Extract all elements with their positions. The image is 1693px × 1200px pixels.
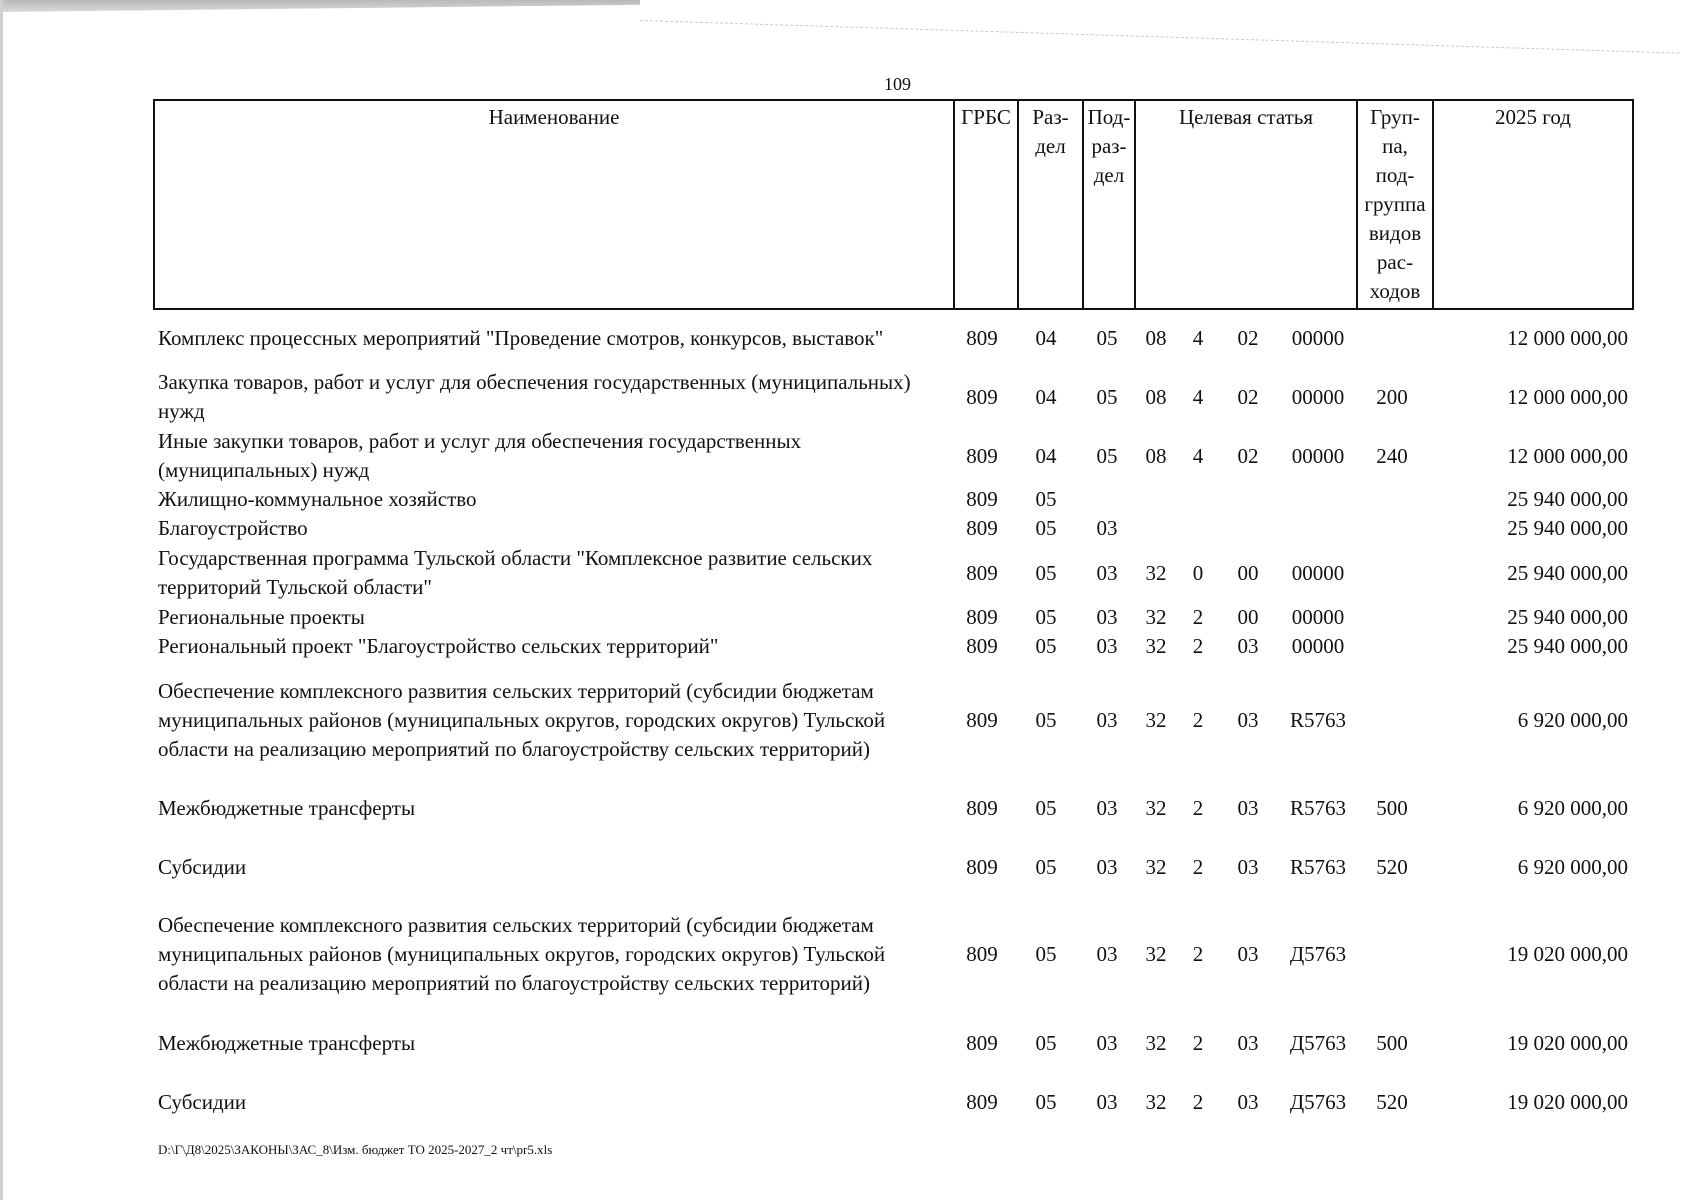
header-podrazdel [1082,101,1134,308]
row-vr: 500 [1376,795,1408,820]
row-cs2 [1188,485,1208,514]
row-amount: 25 940 000,00 [1507,634,1628,658]
row-cs1: 32 [1145,707,1167,732]
row-grbs: 809 [966,854,998,879]
row-grbs: 809 [966,1089,998,1114]
row-razdel: 05 [1035,634,1057,658]
row-vr: 520 [1376,854,1408,879]
row-amount: 6 920 000,00 [1517,707,1628,732]
row-cs4: R5763 [1289,707,1346,732]
row-amount: 12 000 000,00 [1507,443,1628,468]
row-name: Субсидии [158,1089,247,1114]
row-podrazdel: 03 [1096,516,1118,540]
row-razdel: 05 [1035,1030,1057,1055]
table-row [0,427,1693,485]
row-cs1: 32 [1145,941,1167,966]
row-cs2: 2 [1192,941,1204,966]
row-razdel: 05 [1035,1089,1057,1114]
row-cs3: 02 [1237,325,1259,350]
row-podrazdel: 03 [1096,854,1118,879]
row-amount: 19 020 000,00 [1507,1089,1628,1114]
row-cs3 [1230,485,1266,514]
row-cs2: 2 [1192,854,1204,879]
row-razdel: 05 [1035,941,1057,966]
row-cs3: 00 [1237,605,1259,629]
header-gruppa-vidov [1356,101,1432,308]
header-name [155,101,953,308]
row-razdel: 05 [1035,516,1057,540]
row-grbs: 809 [966,560,998,585]
row-podrazdel: 03 [1096,795,1118,820]
row-vr: 500 [1376,1030,1408,1055]
row-podrazdel: 05 [1096,325,1118,350]
row-cs2: 2 [1192,1089,1204,1114]
row-grbs: 809 [966,384,998,409]
row-amount: 19 020 000,00 [1507,941,1628,966]
row-vr: 520 [1376,1089,1408,1114]
row-razdel: 05 [1035,854,1057,879]
row-cs2: 4 [1192,443,1204,468]
row-name: Региональный проект "Благоустройство сельских территорий" [158,634,719,658]
row-cs4: 00000 [1291,384,1345,409]
row-podrazdel: 03 [1096,634,1118,658]
row-razdel: 04 [1035,325,1057,350]
row-grbs: 809 [966,605,998,629]
table-row [0,1073,1693,1131]
row-cs4: 00000 [1291,443,1345,468]
row-amount: 12 000 000,00 [1507,325,1628,350]
row-razdel: 05 [1035,707,1057,732]
table-row [0,662,1693,778]
row-podrazdel [1082,485,1132,514]
row-cs4: 00000 [1291,634,1345,658]
table-row [0,485,1693,514]
scan-edge-dash [640,20,1680,54]
row-cs1: 08 [1145,384,1167,409]
header-celevaya-text: Целевая статья [1178,105,1314,129]
row-cs4: 00000 [1291,325,1345,350]
row-cs2: 2 [1192,1030,1204,1055]
row-grbs: 809 [966,1030,998,1055]
page-number: 109 [884,74,911,94]
row-amount: 19 020 000,00 [1507,1030,1628,1055]
row-grbs: 809 [966,325,998,350]
header-podrazdel-text: Под- раз- дел [1087,105,1131,187]
row-cs1 [1138,485,1174,514]
row-grbs: 809 [966,487,998,511]
table-row [0,544,1693,602]
table-row [0,368,1693,426]
row-cs2 [1188,514,1208,543]
row-razdel: 05 [1035,605,1057,629]
row-cs2: 2 [1192,707,1204,732]
row-razdel: 04 [1035,384,1057,409]
row-name: Иные закупки товаров, работ и услуг для обеспечения государственных (муниципальных) нужд [158,429,802,482]
row-vr: 240 [1376,443,1408,468]
row-name: Обеспечение комплексного развития сельских территорий (субсидии бюджетам муниципальных районов (муниципальных округов, городских округов) Тульской области на реализацию мероприятий по благоустройству сельских территорий) [158,912,886,995]
table-row [0,309,1693,367]
row-cs2: 2 [1192,605,1204,629]
file-path-footer: D:\Г\Д8\2025\ЗАКОНЫ\ЗАС_8\Изм. бюджет ТО 2025-2027_2 чт\pr5.xls [158,1142,553,1157]
row-cs1: 32 [1145,560,1167,585]
table-row [0,603,1693,632]
row-cs4: R5763 [1289,795,1346,820]
header-name-text: Наименование [488,105,620,129]
header-year-text: 2025 год [1495,105,1571,129]
header-year [1432,101,1632,308]
row-grbs: 809 [966,634,998,658]
row-name: Региональные проекты [158,605,365,629]
row-grbs: 809 [966,707,998,732]
table-row [0,838,1693,896]
row-cs4: 00000 [1291,605,1345,629]
row-amount: 25 940 000,00 [1507,487,1628,511]
row-name: Обеспечение комплексного развития сельских территорий (субсидии бюджетам муниципальных районов (муниципальных округов, городских округов) Тульской области на реализацию мероприятий по благоустройству сельских территорий) [158,678,886,761]
row-cs3: 02 [1237,384,1259,409]
row-amount: 25 940 000,00 [1507,560,1628,585]
row-name: Государственная программа Тульской области "Комплексное развитие сельских территорий Тульской области" [158,546,873,599]
row-razdel: 05 [1035,487,1057,511]
row-cs3: 03 [1237,795,1259,820]
row-cs4 [1280,514,1356,543]
table-row [0,632,1693,661]
row-cs3: 00 [1237,560,1259,585]
row-cs3 [1230,514,1266,543]
row-podrazdel: 03 [1096,941,1118,966]
row-vr: 200 [1376,384,1408,409]
row-cs2: 2 [1192,634,1204,658]
row-cs1: 32 [1145,634,1167,658]
row-cs4: Д5763 [1289,941,1347,966]
header-razdel [1017,101,1082,308]
row-cs3: 03 [1237,707,1259,732]
row-podrazdel: 05 [1096,443,1118,468]
row-cs2: 2 [1192,795,1204,820]
row-podrazdel: 03 [1096,605,1118,629]
row-podrazdel: 03 [1096,560,1118,585]
row-cs3: 03 [1237,854,1259,879]
row-amount: 25 940 000,00 [1507,516,1628,540]
row-cs2: 4 [1192,325,1204,350]
row-grbs: 809 [966,443,998,468]
row-razdel: 05 [1035,560,1057,585]
row-cs3: 03 [1237,634,1259,658]
row-cs4 [1280,485,1356,514]
row-cs1: 32 [1145,605,1167,629]
row-cs1: 32 [1145,854,1167,879]
row-cs1: 08 [1145,443,1167,468]
scan-edge-top [0,0,640,12]
row-amount: 12 000 000,00 [1507,384,1628,409]
row-cs3: 03 [1237,1089,1259,1114]
header-grbs-text: ГРБС [961,105,1011,129]
header-gruppa-text: Груп- па, под- группа видов рас- ходов [1364,105,1426,303]
row-grbs: 809 [966,941,998,966]
table-header [153,99,1634,310]
row-grbs: 809 [966,516,998,540]
row-cs4: Д5763 [1289,1089,1347,1114]
row-amount: 6 920 000,00 [1517,854,1628,879]
row-cs1: 08 [1145,325,1167,350]
row-podrazdel: 03 [1096,1030,1118,1055]
row-podrazdel: 05 [1096,384,1118,409]
header-grbs [953,101,1017,308]
row-amount: 6 920 000,00 [1517,795,1628,820]
row-name: Межбюджетные трансферты [158,1030,416,1055]
row-razdel: 04 [1035,443,1057,468]
row-cs3: 03 [1237,1030,1259,1055]
row-cs4: 00000 [1291,560,1345,585]
row-name: Закупка товаров, работ и услуг для обеспечения государственных (муниципальных) нужд [158,370,911,423]
table-row [0,779,1693,837]
row-cs1: 32 [1145,795,1167,820]
row-name: Комплекс процессных мероприятий "Проведение смотров, конкурсов, выставок" [158,325,884,350]
row-cs4: Д5763 [1289,1030,1347,1055]
row-cs2: 4 [1192,384,1204,409]
row-grbs: 809 [966,795,998,820]
row-cs1: 32 [1145,1030,1167,1055]
row-name: Межбюджетные трансферты [158,795,416,820]
table-row [0,1014,1693,1072]
row-name: Субсидии [158,854,247,879]
header-razdel-text: Раз- дел [1032,105,1069,158]
row-cs3: 02 [1237,443,1259,468]
row-podrazdel: 03 [1096,1089,1118,1114]
row-name: Жилищно-коммунальное хозяйство [158,487,477,511]
row-cs4: R5763 [1289,854,1346,879]
table-row [0,514,1693,543]
row-cs1: 32 [1145,1089,1167,1114]
row-cs2: 0 [1192,560,1204,585]
row-razdel: 05 [1035,795,1057,820]
row-cs3: 03 [1237,941,1259,966]
table-row [0,896,1693,1012]
header-celevaya-statya [1134,101,1356,308]
row-podrazdel: 03 [1096,707,1118,732]
row-amount: 25 940 000,00 [1507,605,1628,629]
row-name: Благоустройство [158,516,308,540]
row-cs1 [1138,514,1174,543]
